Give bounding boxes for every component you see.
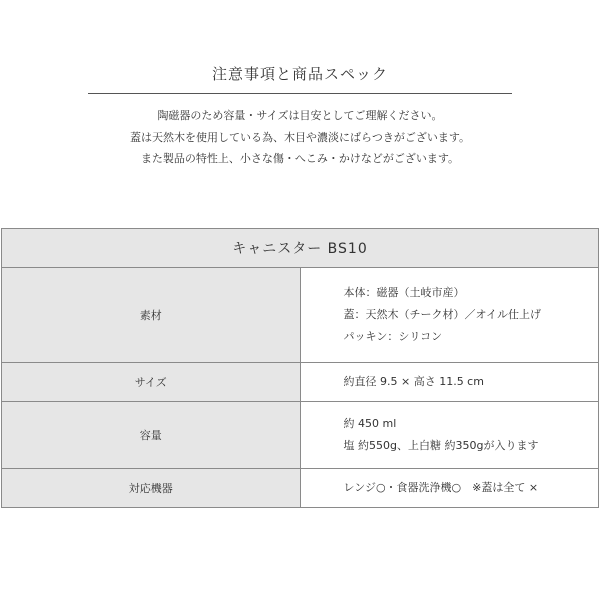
compatibility-line: レンジ○・食器洗浄機○ ※蓋は全て × bbox=[343, 481, 539, 494]
spec-value-material bbox=[300, 268, 599, 363]
spec-label-material: 素材 bbox=[2, 268, 301, 363]
spec-value-capacity bbox=[300, 402, 599, 469]
spec-row-compatibility bbox=[2, 469, 599, 508]
material-line: 本体：磁器（土岐市産） bbox=[343, 286, 465, 299]
spec-label-capacity: 容量 bbox=[2, 402, 301, 469]
notice-text bbox=[0, 105, 600, 170]
heading-divider bbox=[88, 93, 512, 94]
notice-line: また製品の特性上、小さな傷・へこみ・かけなどがございます。 bbox=[140, 152, 460, 165]
spec-label-size: サイズ bbox=[2, 363, 301, 402]
capacity-line: 約 450 ml bbox=[343, 417, 397, 430]
spec-row-material bbox=[2, 268, 599, 363]
size-line: 約直径 9.5 × 高さ 11.5 cm bbox=[343, 375, 484, 388]
section-heading: 注意事項と商品スペック bbox=[211, 65, 388, 83]
notice-line: 蓋は天然木を使用している為、木目や濃淡にばらつきがございます。 bbox=[129, 130, 470, 144]
spec-value-size bbox=[300, 363, 599, 402]
capacity-line: 塩 約550g、上白糖 約350gが入ります bbox=[343, 439, 539, 452]
spec-value-compatibility bbox=[300, 469, 599, 508]
material-line: パッキン：シリコン bbox=[343, 330, 443, 343]
spec-table bbox=[1, 228, 599, 508]
product-name: キャニスター BS10 bbox=[2, 229, 599, 268]
material-line: 蓋：天然木（チーク材）／オイル仕上げ bbox=[343, 308, 541, 321]
spec-row-capacity bbox=[2, 402, 599, 469]
spec-row-size bbox=[2, 363, 599, 402]
notice-line: 陶磁器のため容量・サイズは目安としてご理解ください。 bbox=[157, 109, 443, 122]
spec-label-compatibility: 対応機器 bbox=[2, 469, 301, 508]
